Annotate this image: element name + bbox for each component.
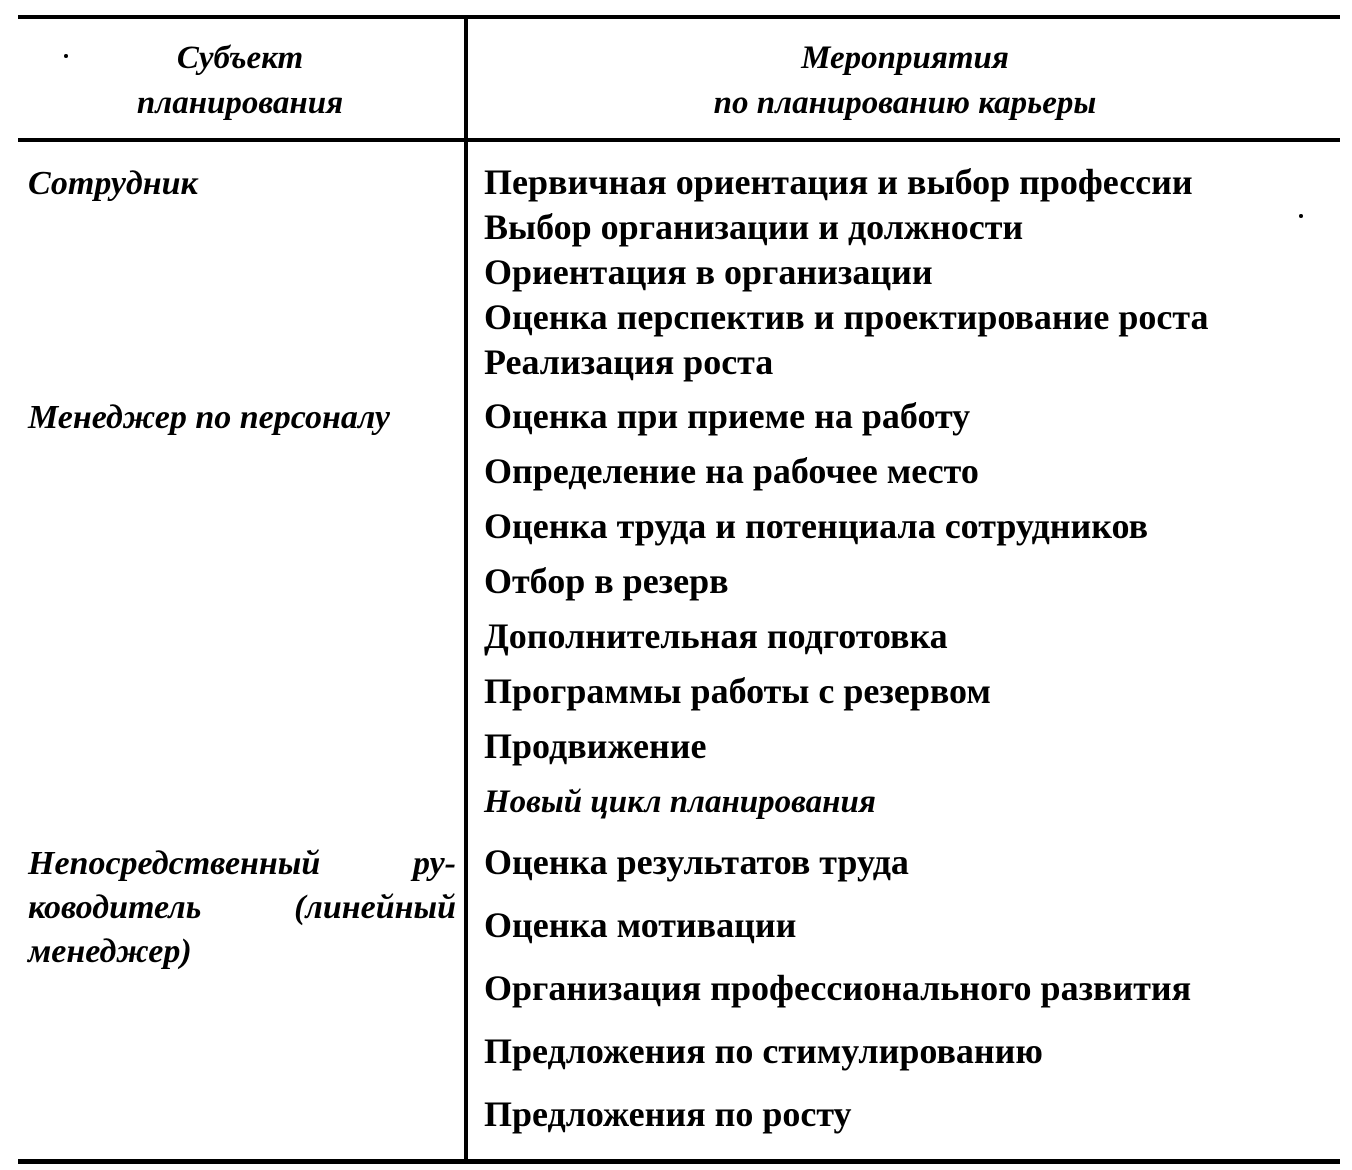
activity-item: Оценка труда и потенциала сотрудников	[484, 506, 1149, 546]
activity-item: Определение на рабочее место	[484, 451, 979, 491]
header-subject-line1: Субъект	[176, 40, 304, 76]
subject-hr-manager: Менеджер по персоналу	[28, 399, 390, 436]
header-activities-line2: по планированию карьеры	[713, 85, 1097, 121]
activity-item: Ориентация в организации	[484, 252, 933, 292]
subject-employee: Сотрудник	[28, 165, 198, 202]
scan-speck	[1299, 214, 1303, 218]
subject-line-manager	[28, 842, 456, 974]
header-subject-line2: планирования	[136, 85, 344, 121]
activity-item: Оценка перспектив и проектирование роста	[484, 297, 1209, 337]
activity-item: Продвижение	[484, 726, 707, 766]
activity-item: Предложения по росту	[484, 1094, 852, 1134]
activity-item: Реализация роста	[484, 342, 774, 382]
activity-item: Дополнительная подготовка	[484, 616, 948, 656]
table-bottom-rule	[18, 1159, 1340, 1164]
activity-item: Оценка мотивации	[484, 905, 797, 945]
activity-item: Выбор организации и должности	[484, 207, 1024, 247]
table-header-rule	[18, 138, 1340, 142]
subject-line-manager-line3: менеджер)	[28, 933, 192, 970]
header-subject	[20, 36, 460, 126]
header-activities-line1: Мероприятия	[801, 40, 1009, 76]
column-divider	[464, 17, 468, 1161]
activity-item: Оценка результатов труда	[484, 842, 909, 882]
activity-item: Организация профессионального развития	[484, 968, 1192, 1008]
subject-line-manager-line2: ководитель (линейный	[28, 889, 456, 926]
activity-item: Предложения по стимулированию	[484, 1031, 1043, 1071]
activity-item: Программы работы с резервом	[484, 671, 991, 711]
activity-item: Оценка при приеме на работу	[484, 396, 971, 436]
table-top-rule	[18, 15, 1340, 19]
activity-item-new-cycle: Новый цикл планирования	[484, 784, 876, 820]
activity-item: Первичная ориентация и выбор профессии	[484, 162, 1193, 202]
header-activities	[470, 36, 1340, 126]
activity-item: Отбор в резерв	[484, 561, 729, 601]
subject-line-manager-line1: Непосредственный ру-	[28, 845, 456, 882]
